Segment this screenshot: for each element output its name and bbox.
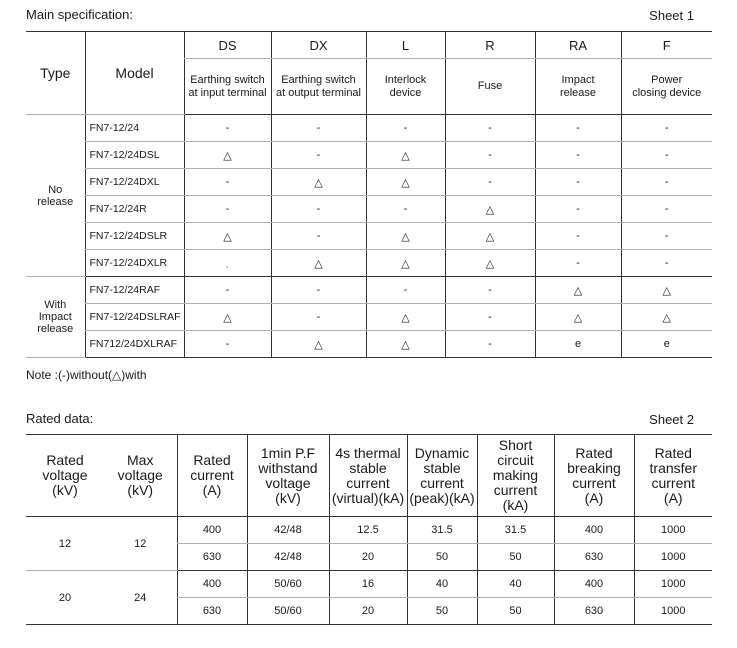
table-row (26, 142, 712, 169)
spec-cell: △ (184, 142, 271, 169)
spec-cell: △ (621, 304, 712, 331)
spec-cell: - (535, 223, 621, 250)
table-row (26, 331, 712, 358)
col-code: RA (535, 32, 621, 59)
spec-cell: - (366, 277, 445, 304)
spec-cell: - (445, 304, 535, 331)
data-cell: 1000 (634, 517, 712, 544)
spec-cell: - (621, 115, 712, 142)
rated-voltage-cell: 12 (26, 517, 104, 571)
spec-cell: - (535, 250, 621, 277)
data-cell: 1000 (634, 598, 712, 625)
model-cell: FN7-12/24DXLR (85, 250, 184, 277)
spec-cell: - (621, 223, 712, 250)
spec-cell: △ (366, 304, 445, 331)
header-max-voltage: Max voltage (kV) (104, 435, 177, 517)
col-desc: Earthing switch at input terminal (184, 59, 271, 115)
model-cell: FN7-12/24RAF (85, 277, 184, 304)
type-header: Type (26, 32, 85, 115)
header-transfer-current: Rated transfer current (A) (634, 435, 712, 517)
spec-cell: - (184, 331, 271, 358)
max-voltage-cell: 12 (104, 517, 177, 571)
col-code: DX (271, 32, 366, 59)
col-desc: Power closing device (621, 59, 712, 115)
col-desc: Impact release (535, 59, 621, 115)
spec-cell: △ (445, 223, 535, 250)
data-cell: 40 (477, 571, 554, 598)
model-cell: FN7-12/24R (85, 196, 184, 223)
spec-cell: △ (535, 304, 621, 331)
col-code: R (445, 32, 535, 59)
data-cell: 630 (177, 544, 247, 571)
model-header: Model (85, 32, 184, 115)
table-row (26, 196, 712, 223)
data-cell: 12.5 (329, 517, 407, 544)
data-cell: 16 (329, 571, 407, 598)
spec-cell: - (271, 304, 366, 331)
data-cell: 20 (329, 598, 407, 625)
rated-voltage-cell: 20 (26, 571, 104, 625)
model-cell: FN7-12/24DXL (85, 169, 184, 196)
data-cell: 50 (477, 544, 554, 571)
rated-data-title: Rated data: (26, 411, 94, 426)
spec-cell: △ (366, 142, 445, 169)
spec-cell: △ (184, 304, 271, 331)
legend-note: Note :(-)without(△)with (26, 368, 147, 382)
data-cell: 50 (407, 544, 477, 571)
table-row (26, 571, 712, 598)
spec-cell: - (184, 196, 271, 223)
spec-cell: △ (271, 250, 366, 277)
header-breaking-current: Rated breaking current (A) (554, 435, 634, 517)
spec-cell: - (621, 250, 712, 277)
model-cell: FN7-12/24DSL (85, 142, 184, 169)
group-label: No release (26, 115, 85, 277)
spec-cell: △ (366, 169, 445, 196)
main-spec-title: Main specification: (26, 7, 133, 22)
data-cell: 31.5 (407, 517, 477, 544)
spec-cell: - (445, 142, 535, 169)
spec-cell: e (621, 331, 712, 358)
col-desc: Earthing switch at output terminal (271, 59, 366, 115)
spec-cell: - (271, 142, 366, 169)
sheet2-label: Sheet 2 (649, 412, 694, 427)
model-cell: FN712/24DXLRAF (85, 331, 184, 358)
col-desc: Fuse (445, 59, 535, 115)
max-voltage-cell: 24 (104, 571, 177, 625)
spec-cell: △ (271, 331, 366, 358)
spec-cell: △ (366, 250, 445, 277)
header-withstand-voltage: 1min P.F withstand voltage (kV) (247, 435, 329, 517)
spec-cell: - (366, 196, 445, 223)
spec-cell: - (445, 331, 535, 358)
col-code: DS (184, 32, 271, 59)
data-cell: 20 (329, 544, 407, 571)
model-cell: FN7-12/24 (85, 115, 184, 142)
data-cell: 400 (554, 517, 634, 544)
header-making-current: Short circuit making current (kA) (477, 435, 554, 517)
model-cell: FN7-12/24DSLRAF (85, 304, 184, 331)
spec-cell: - (445, 277, 535, 304)
spec-cell: △ (366, 331, 445, 358)
spec-cell: ˎ (184, 250, 271, 277)
data-cell: 400 (177, 571, 247, 598)
header-dynamic-current: Dynamic stable current (peak)(kA) (407, 435, 477, 517)
spec-cell: - (621, 142, 712, 169)
data-cell: 50 (477, 598, 554, 625)
sheet1-label: Sheet 1 (649, 8, 694, 23)
spec-cell: - (445, 115, 535, 142)
spec-cell: △ (366, 223, 445, 250)
data-cell: 400 (177, 517, 247, 544)
data-cell: 40 (407, 571, 477, 598)
spec-cell: △ (445, 196, 535, 223)
spec-cell: e (535, 331, 621, 358)
table-row (26, 169, 712, 196)
data-cell: 42/48 (247, 544, 329, 571)
data-cell: 400 (554, 571, 634, 598)
spec-cell: - (184, 277, 271, 304)
spec-cell: - (535, 196, 621, 223)
data-cell: 50/60 (247, 571, 329, 598)
data-cell: 1000 (634, 544, 712, 571)
header-rated-voltage: Rated voltage (kV) (26, 435, 104, 517)
table-row (26, 115, 712, 142)
spec-cell: △ (271, 169, 366, 196)
spec-cell: △ (621, 277, 712, 304)
data-cell: 630 (554, 598, 634, 625)
spec-cell: - (535, 169, 621, 196)
spec-cell: - (366, 115, 445, 142)
spec-cell: △ (445, 250, 535, 277)
spec-cell: - (535, 142, 621, 169)
spec-cell: - (621, 169, 712, 196)
spec-cell: - (184, 115, 271, 142)
col-desc: Interlock device (366, 59, 445, 115)
data-cell: 42/48 (247, 517, 329, 544)
spec-cell: - (445, 169, 535, 196)
spec-cell: - (271, 196, 366, 223)
spec-cell: - (271, 223, 366, 250)
col-code: L (366, 32, 445, 59)
table-row (26, 277, 712, 304)
table-row (26, 517, 712, 544)
rated-data-table (26, 434, 712, 625)
main-spec-table (26, 31, 712, 358)
spec-cell: - (271, 115, 366, 142)
spec-cell: △ (184, 223, 271, 250)
table-row (26, 223, 712, 250)
header-rated-current: Rated current (A) (177, 435, 247, 517)
header-thermal-current: 4s thermal stable current (virtual)(kA) (329, 435, 407, 517)
table-row (26, 250, 712, 277)
model-cell: FN7-12/24DSLR (85, 223, 184, 250)
spec-cell: - (184, 169, 271, 196)
spec-cell: - (621, 196, 712, 223)
spec-cell: - (271, 277, 366, 304)
table-row (26, 304, 712, 331)
spec-cell: - (535, 115, 621, 142)
group-label: With Impact release (26, 277, 85, 358)
spec-cell: △ (535, 277, 621, 304)
col-code: F (621, 32, 712, 59)
data-cell: 50 (407, 598, 477, 625)
data-cell: 630 (554, 544, 634, 571)
data-cell: 50/60 (247, 598, 329, 625)
data-cell: 31.5 (477, 517, 554, 544)
data-cell: 630 (177, 598, 247, 625)
data-cell: 1000 (634, 571, 712, 598)
